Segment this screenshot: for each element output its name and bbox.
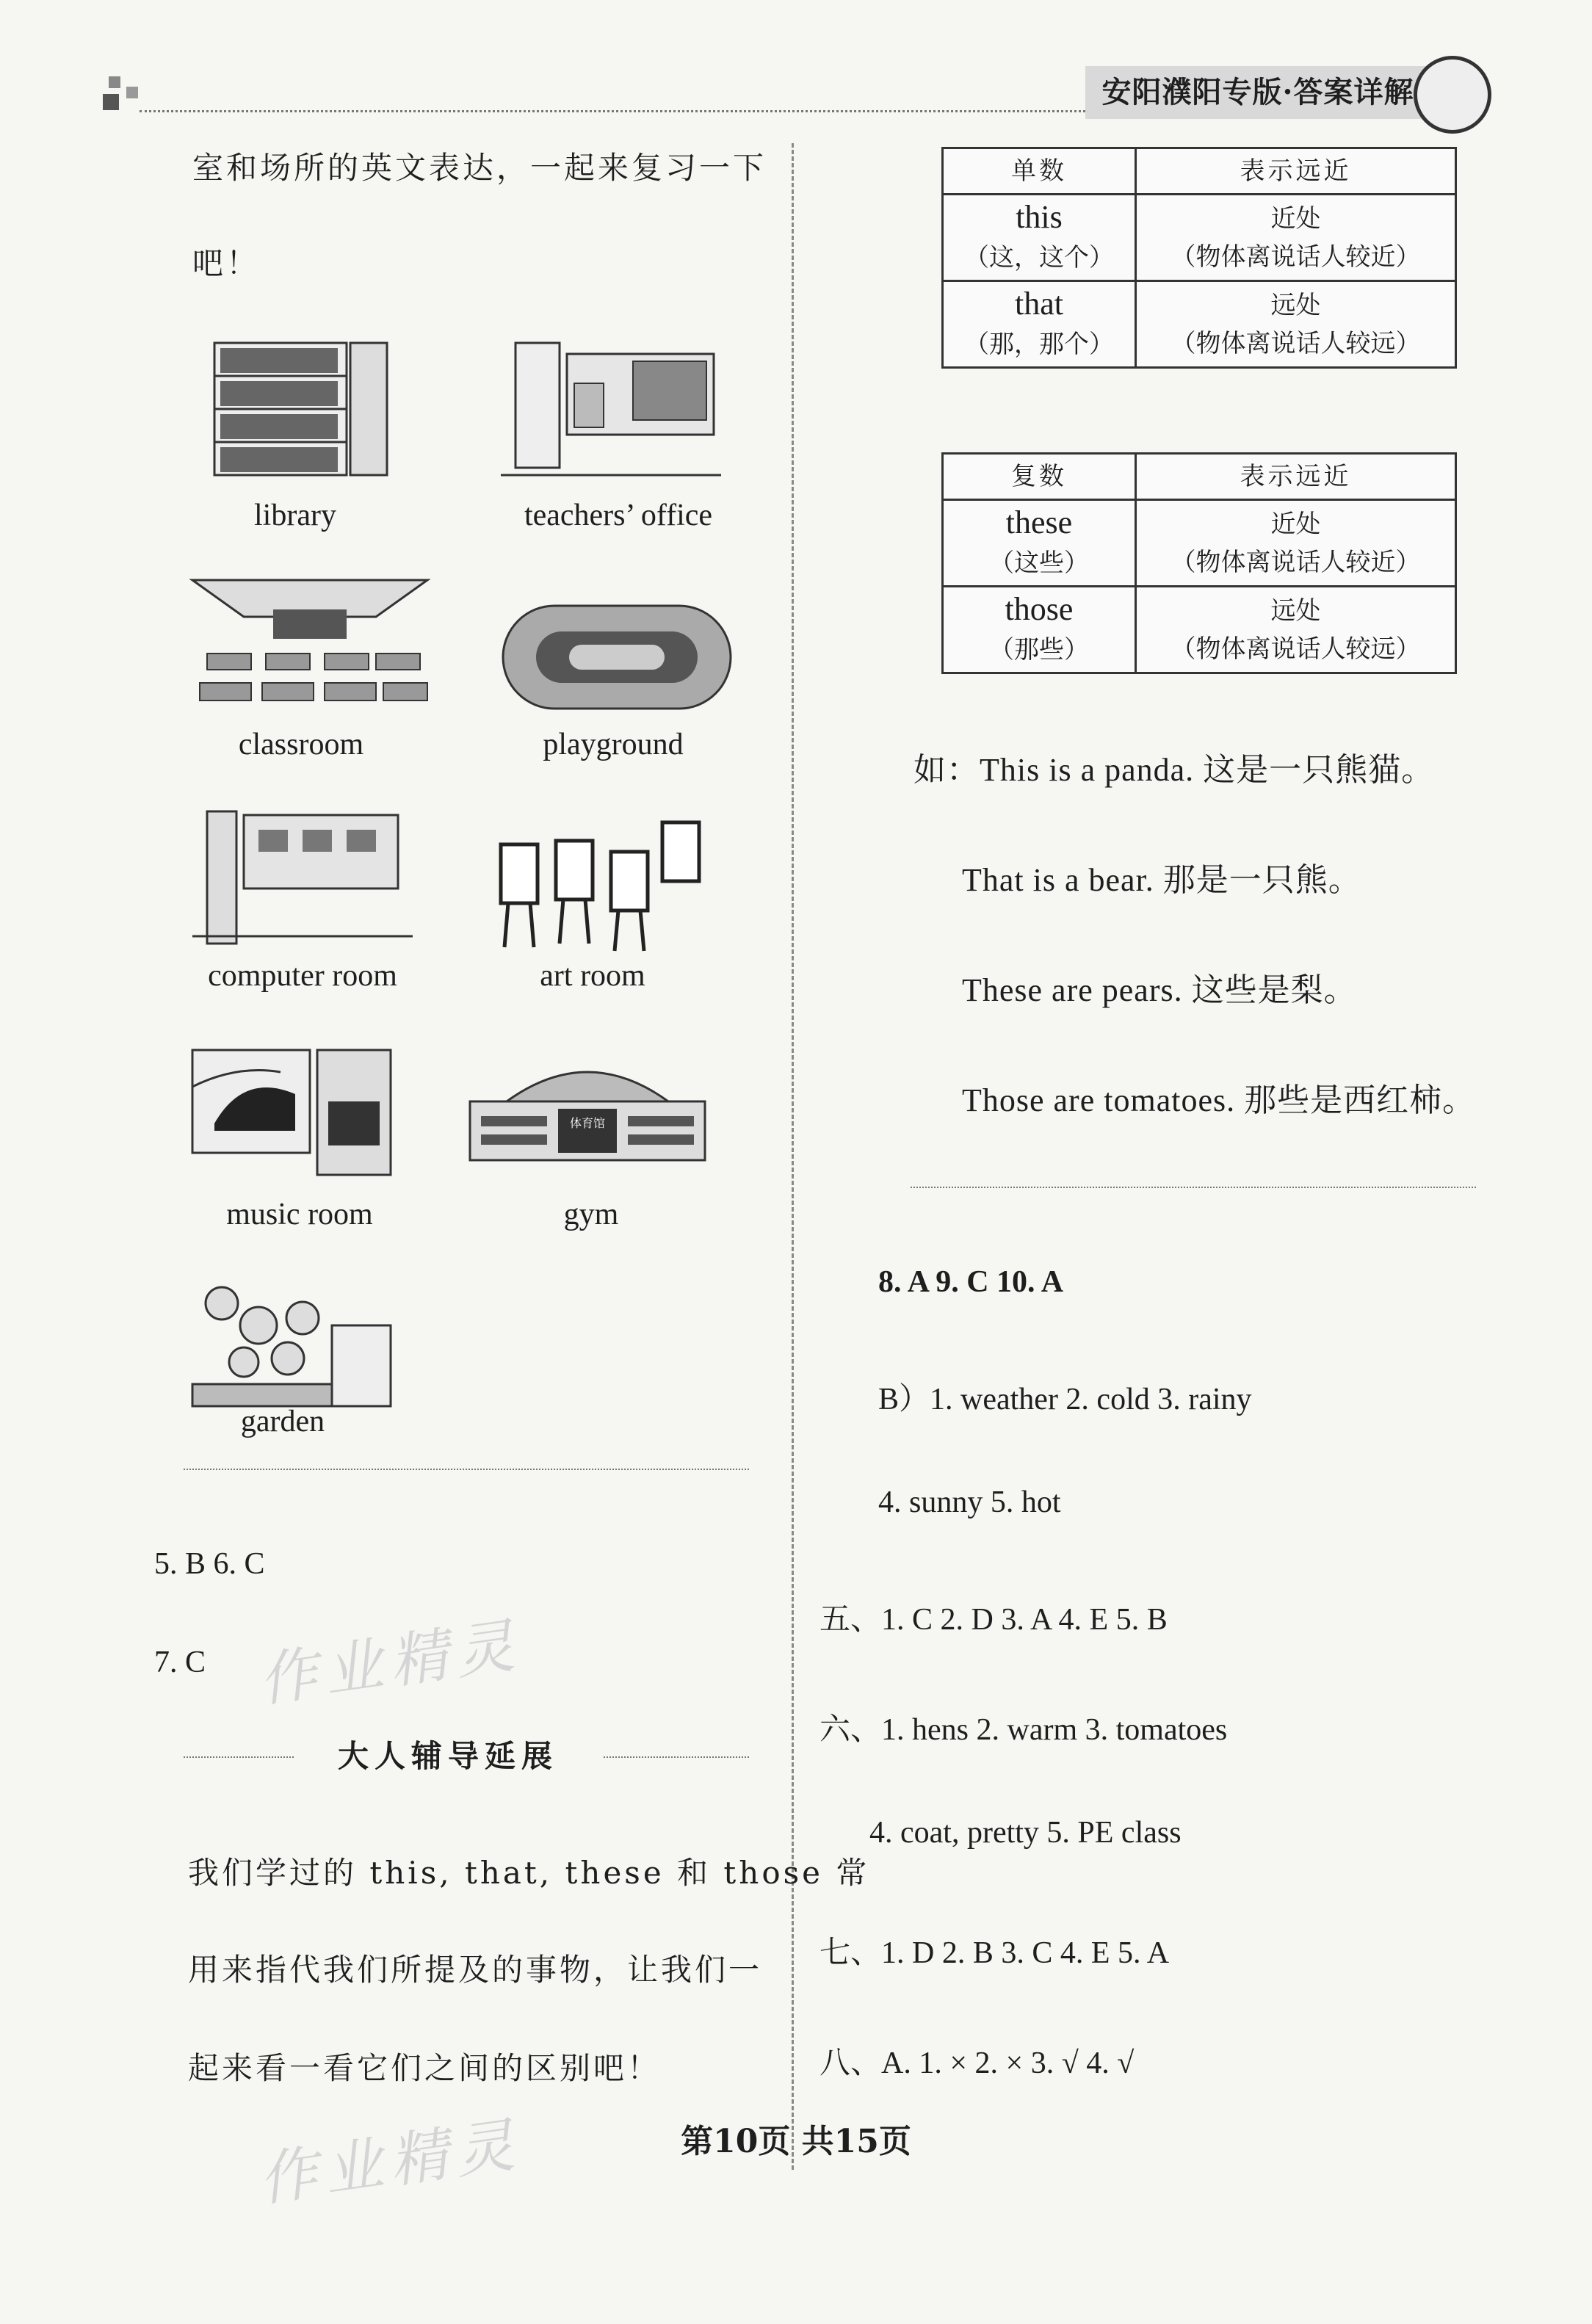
brand-logo (1414, 56, 1491, 134)
table-cell: 远处 （物体离说话人较远） (1136, 587, 1456, 673)
place-label-art-room: art room (540, 959, 645, 993)
place-label-classroom: classroom (238, 728, 364, 761)
page-number: 第10页 共15页 (681, 2123, 911, 2160)
table-cell: 近处 （物体离说话人较近） (1136, 500, 1456, 587)
answers-5-6: 5. B 6. C (154, 1547, 265, 1581)
extension-title: 大人辅导延展 (294, 1733, 602, 1780)
example-1: 如：This is a panda. 这是一只熊猫。 (913, 752, 1435, 788)
answers-section-8: 八、A. 1. × 2. × 3. √ 4. √ (819, 2046, 1135, 2080)
table-head: 复数 (943, 454, 1136, 500)
extension-line-1: 我们学过的 this, that, these 和 those 常 (188, 1855, 870, 1891)
answers-section-5: 五、1. C 2. D 3. A 4. E 5. B (819, 1603, 1168, 1637)
place-label-computer-room: computer room (208, 959, 397, 993)
classroom-icon (185, 573, 435, 720)
extension-line-3: 起来看一看它们之间的区别吧！ (188, 2050, 662, 2086)
easel-icon (486, 808, 706, 955)
watermark: 作业精灵 (254, 2110, 526, 2215)
answers-section-7: 七、1. D 2. B 3. C 4. E 5. A (819, 1936, 1170, 1970)
example-4: Those are tomatoes. 那些是西红柿。 (962, 1082, 1476, 1118)
gym-sign: 体育馆 (569, 1116, 606, 1130)
table-cell: these （这些） (943, 500, 1136, 587)
library-shelves-icon (192, 339, 413, 486)
example-2: That is a bear. 那是一只熊。 (962, 862, 1361, 898)
place-label-library: library (254, 499, 336, 532)
table-head: 表示远近 (1136, 148, 1456, 195)
singular-table (941, 147, 1457, 369)
office-icon (501, 339, 721, 486)
plural-table (941, 452, 1457, 674)
table-cell: that （那，那个） (943, 281, 1136, 368)
track-icon (499, 602, 734, 712)
answers-b-4-5: 4. sunny 5. hot (878, 1485, 1061, 1519)
intro-line-1: 室和场所的英文表达，一起来复习一下 (192, 150, 767, 186)
answers-section-6: 六、1. hens 2. warm 3. tomatoes (819, 1713, 1228, 1747)
watermark: 作业精灵 (254, 1610, 526, 1715)
table-cell: this （这，这个） (943, 195, 1136, 281)
table-cell: 远处 （物体离说话人较远） (1136, 281, 1456, 368)
table-cell: those （那些） (943, 587, 1136, 673)
header-title: 安阳濮阳专版·答案详解 (1085, 66, 1430, 119)
example-3: These are pears. 这些是梨。 (962, 972, 1357, 1008)
place-label-garden: garden (240, 1405, 325, 1438)
place-label-music-room: music room (226, 1198, 373, 1231)
divider (184, 1469, 749, 1470)
table-cell: 近处 （物体离说话人较近） (1136, 195, 1456, 281)
place-label-playground: playground (543, 728, 684, 761)
extension-line-2: 用来指代我们所提及的事物，让我们一 (188, 1952, 763, 1988)
divider (911, 1187, 1476, 1188)
place-label-gym: gym (563, 1198, 619, 1231)
piano-icon (185, 1043, 405, 1190)
gym-building-icon (463, 1050, 712, 1168)
answers-b-1-3: B）1. weather 2. cold 3. rainy (878, 1383, 1252, 1416)
place-label-teachers-office: teachers’ office (524, 499, 713, 532)
flower-icon (185, 1274, 405, 1421)
answers-section-6b: 4. coat, pretty 5. PE class (869, 1816, 1182, 1850)
intro-line-2: 吧！ (192, 245, 261, 281)
answers-8-10: 8. A 9. C 10. A (878, 1265, 1064, 1299)
table-head: 表示远近 (1136, 454, 1456, 500)
answers-7: 7. C (154, 1646, 206, 1679)
computer-room-icon (192, 808, 413, 955)
table-head: 单数 (943, 148, 1136, 195)
